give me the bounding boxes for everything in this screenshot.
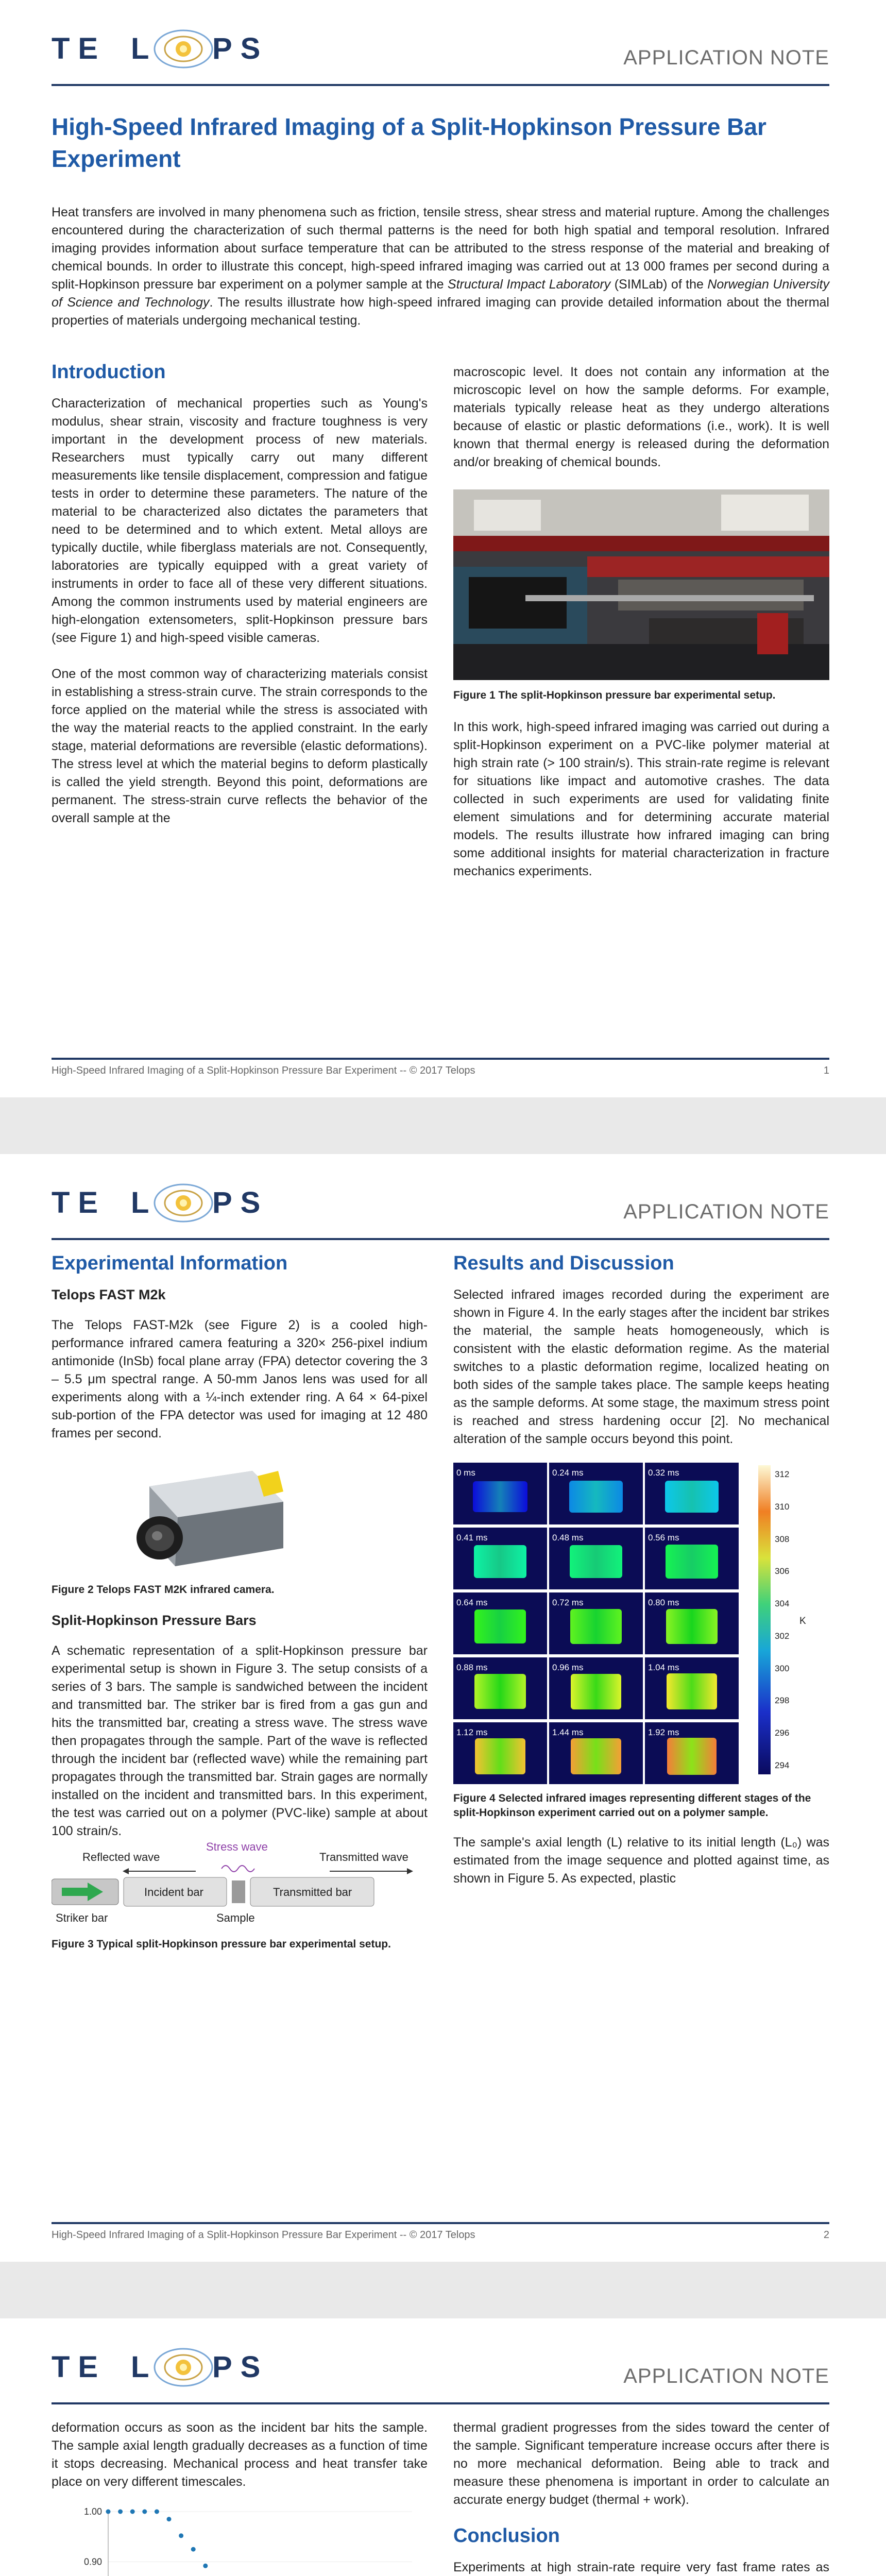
page-number: 1 (823, 1065, 829, 1076)
page-footer (52, 1058, 829, 1077)
y-tick-label: 0.90 (83, 2556, 102, 2567)
paragraph: Characterization of mechanical properties such as Young's modulus, shear strain, viscosity and fracture toughness is very important in the development process of new materials. Researchers must typically carry out many different measurements like tensile displacement, compression and fatigue tests in order to determine these parameters. The nature of the material to be characterized also dictates the parameters that need to be determined and to which extent. Metal alloys are typically ductile, while fiberglass materials are not. Consequently, laboratories are typically equipped with a great variety of instruments in order to face all of these very different situations. Among the common instruments used by material engineers are high-elongation extensometers, split-Hopkinson pressure bars (see Figure 1) and high-speed visible cameras. (52, 396, 428, 645)
colorbar-tick: 298 (775, 1696, 790, 1706)
ir-frame (453, 1657, 547, 1719)
label-transmitted-wave: Transmitted wave (319, 1851, 408, 1863)
footer-text: High-Speed Infrared Imaging of a Split-Hopkinson Pressure Bar Experiment -- © 2017 Telops (52, 1065, 475, 1076)
figure-4-ir-grid (453, 1458, 829, 1782)
colorbar-tick: 312 (775, 1469, 790, 1479)
ir-sample-heat (474, 1609, 526, 1644)
ir-sample-heat (665, 1481, 719, 1513)
telops-logo (52, 26, 273, 72)
data-point (179, 2533, 183, 2538)
left-column (52, 363, 428, 845)
data-point (155, 2510, 159, 2514)
figure-3-caption: Figure 3 Typical split-Hopkinson pressure bar experimental setup. (52, 1938, 391, 1950)
ir-frame-time-label: 0.41 ms (456, 1533, 488, 1543)
left-column (52, 1252, 428, 1952)
colorbar-ticks (775, 1465, 795, 1774)
ir-sample-heat (666, 1545, 718, 1578)
page-footer (52, 2222, 829, 2241)
ir-frame-time-label: 0.32 ms (648, 1468, 679, 1478)
ir-sample-heat (571, 1738, 621, 1775)
ir-frame (645, 1592, 739, 1654)
page-3 (0, 2318, 886, 2576)
ir-frame-time-label: 0.64 ms (456, 1598, 488, 1607)
data-point (203, 2564, 208, 2568)
page-header (0, 2318, 886, 2396)
data-point (130, 2510, 135, 2514)
colorbar-unit: K (799, 1616, 806, 1626)
label-transmitted-bar: Transmitted bar (273, 1886, 352, 1899)
figure-1-caption: Figure 1 The split-Hopkinson pressure bar experimental setup. (453, 689, 776, 701)
ir-sample-heat (570, 1609, 622, 1643)
section-heading-experimental: Experimental Information (52, 1252, 288, 1274)
subheading-camera: Telops FAST M2k (52, 1287, 166, 1302)
figure-4-caption: Figure 4 Selected infrared images representing different stages of the split-Hopkinson experiment carried out on a polymer sample. (453, 1792, 811, 1819)
data-point (142, 2510, 147, 2514)
label-reflected-wave: Reflected wave (82, 1851, 160, 1863)
subheading-bars: Split-Hopkinson Pressure Bars (52, 1613, 257, 1628)
ir-frame (549, 1463, 643, 1524)
colorbar-tick: 302 (775, 1631, 790, 1641)
ir-frame (645, 1463, 739, 1524)
ir-frame-time-label: 0.88 ms (456, 1663, 488, 1672)
colorbar (758, 1465, 771, 1774)
paragraph: One of the most common way of characterizing materials consist in establishing a stress-strain curve. The strain corresponds to the force applied on the material while the stress is associated with the way the material reacts to the applied constraint. In the early stage, material deformations are reversible (elastic deformations). The stress level at which the material begins to deform plastically is called the yield strength. Beyond this point, deformations are permanent. The stress-strain curve reflects the behavior of the overall sample at the (52, 667, 428, 825)
section-heading-conclusion: Conclusion (453, 2525, 560, 2547)
ir-sample-heat (475, 1738, 525, 1774)
ir-sample-heat (667, 1673, 717, 1709)
ir-sample-heat (474, 1674, 525, 1709)
telops-logo (52, 2344, 273, 2391)
ir-frame (549, 1657, 643, 1719)
right-column (453, 1252, 829, 1906)
application-note-label: APPLICATION NOTE (623, 46, 829, 69)
data-point (118, 2510, 123, 2514)
ir-frame-time-label: 1.44 ms (552, 1727, 584, 1737)
paragraph: The Telops FAST-M2k (see Figure 2) is a cooled high-performance infrared camera featuring a 320× 256-pixel indium antimonide (InSb) focal plane array (FPA) detector covering the 3 – 5.5 μm spectral range. A 50-mm Janos lens was used for all experiments along with a ¼-inch extender ring. A 64 × 64-pixel sub-portion of the FPA detector was used for imaging at 12 480 frames per second. (52, 1318, 428, 1440)
ir-sample-heat (473, 1481, 527, 1512)
ir-frame-time-label: 0.56 ms (648, 1533, 679, 1543)
ir-frame-time-label: 0.72 ms (552, 1598, 584, 1607)
data-point (167, 2517, 172, 2521)
section-heading-results: Results and Discussion (453, 1252, 674, 1274)
ir-frame (549, 1722, 643, 1784)
paragraph: thermal gradient progresses from the sides toward the center of the sample. Significant temperature increase occurs after there is no more mechanical deformation. Being able to track and measure these phenomena is important in order to calculate an accurate energy budget (thermal + work). (453, 2420, 829, 2507)
paragraph: deformation occurs as soon as the incident bar hits the sample. The sample axial length gradually decreases as a function of time it stops decreasing. Mechanical process and heat transfer take place on very different timescales. (52, 2420, 428, 2489)
paragraph: Experiments at high strain-rate require very fast frame rates as (453, 2560, 829, 2574)
colorbar-tick: 304 (775, 1599, 790, 1609)
application-note-label: APPLICATION NOTE (623, 1200, 829, 1223)
header-rule (52, 2402, 829, 2404)
figure-2-caption: Figure 2 Telops FAST M2K infrared camera. (52, 1584, 275, 1596)
ir-frame (453, 1463, 547, 1524)
label-sample: Sample (216, 1911, 255, 1924)
ir-frame-time-label: 0.80 ms (648, 1598, 679, 1607)
ir-sample-heat (667, 1738, 717, 1774)
section-heading-introduction: Introduction (52, 361, 166, 383)
page-title: High-Speed Infrared Imaging of a Split-Hopkinson Pressure Bar Experiment (52, 113, 766, 172)
figure-3-schematic (52, 1840, 428, 1928)
colorbar-tick: 300 (775, 1663, 790, 1673)
data-point (106, 2510, 111, 2514)
figure-2-camera-image (129, 1461, 294, 1577)
ir-frame (645, 1722, 739, 1784)
figure-5-chart (52, 2501, 428, 2576)
page-1 (0, 0, 886, 1097)
y-tick-label: 1.00 (83, 2506, 102, 2517)
right-column (453, 363, 829, 899)
page-2 (0, 1154, 886, 2262)
page-header (0, 0, 886, 77)
chart-axes (62, 2506, 421, 2576)
ir-frame (453, 1592, 547, 1654)
label-striker-bar: Striker bar (56, 1911, 108, 1924)
right-column (453, 2419, 829, 2576)
ir-sample-heat (570, 1545, 622, 1579)
telops-logo (52, 1180, 273, 1226)
paragraph: macroscopic level. It does not contain any information at the microscopic level on how the sample deforms. For example, materials typically release heat as they undergo alterations because of elastic or plastic deformations (i.e., work). It is well known that thermal energy is released during the deformation and/or breaking of chemical bounds. (453, 365, 829, 469)
ir-frame-time-label: 0.24 ms (552, 1468, 584, 1478)
ir-frame-time-label: 0 ms (456, 1468, 475, 1478)
colorbar-tick: 310 (775, 1501, 790, 1512)
ir-sample-heat (474, 1545, 526, 1578)
colorbar-tick: 308 (775, 1534, 790, 1544)
page-header (0, 1154, 886, 1231)
colorbar-tick: 306 (775, 1566, 790, 1577)
ir-frame-time-label: 0.48 ms (552, 1533, 584, 1543)
header-rule (52, 1238, 829, 1240)
ir-frame (453, 1528, 547, 1589)
ir-frame (645, 1528, 739, 1589)
paragraph: The sample's axial length (L) relative to its initial length (L₀) was estimated from the image sequence and plotted against time, as shown in Figure 5. As expected, plastic (453, 1835, 829, 1886)
ir-frame (549, 1528, 643, 1589)
label-incident-bar: Incident bar (144, 1886, 203, 1899)
abstract: Heat transfers are involved in many phenomena such as friction, tensile stress, shear stress and material rupture. Among the challenges encountered during the characterization of such thermal patterns is the need for both high spatial and temporal resolution. Infrared imaging provides information about surface temperature that can be attributed to the stress response of the material and breaking of chemical bounds. In order to illustrate this concept, high-speed infrared imaging was carried out at 13 000 frames per second during a split-Hopkinson pressure bar experiment on a polymer sample at the Structural Impact Laboratory (SIMLab) of the Norwegian University of Science and Technology. The results illustrate how high-speed infrared imaging can provide detailed information about the thermal properties of materials undergoing mechanical testing. (52, 205, 830, 328)
colorbar-tick: 296 (775, 1728, 790, 1738)
label-stress-wave: Stress wave (206, 1840, 268, 1853)
chart-points (106, 2510, 415, 2576)
ir-frame (645, 1657, 739, 1719)
paragraph: A schematic representation of a split-Hopkinson pressure bar experimental setup is shown in Figure 3. The setup consists of a series of 3 bars. The sample is sandwiched between the incident and transmitted bar. The striker bar is fired from a gas gun and hits the transmitted bar, creating a stress wave. The stress wave then propagates through the sample. Part of the wave is reflected through the incident bar (reflected wave) while the remaining part propagates through the transmitted bar. Strain gages are normally installed on the incident and transmitted bars. In this experiment, the test was carried out on a polymer (PVC-like) sample at about 100 strain/s. (52, 1643, 428, 1838)
ir-frame-time-label: 0.96 ms (552, 1663, 584, 1672)
footer-text: High-Speed Infrared Imaging of a Split-Hopkinson Pressure Bar Experiment -- © 2017 Telops (52, 2229, 475, 2241)
paragraph: In this work, high-speed infrared imaging was carried out during a split-Hopkinson experiment on a PVC-like polymer material at high strain rate (> 100 strain/s). This strain-rate regime is relevant for situations like impact and automotive crashes. The data collected in such experiments are used for validating finite element simulations and for determining accurate material models. The results illustrate how infrared imaging can bring some additional insights for material characterization in fracture mechanics experiments. (453, 720, 829, 878)
ir-frame (453, 1722, 547, 1784)
ir-frame-time-label: 1.04 ms (648, 1663, 679, 1672)
header-rule (52, 84, 829, 86)
left-column (52, 2419, 428, 2576)
data-point (191, 2547, 196, 2552)
application-note-label: APPLICATION NOTE (623, 2365, 829, 2387)
figure-1-lab-photo (453, 489, 829, 680)
ir-sample-heat (569, 1481, 623, 1513)
colorbar-tick: 294 (775, 1760, 790, 1770)
page-number: 2 (823, 2229, 829, 2241)
ir-frame-time-label: 1.12 ms (456, 1727, 488, 1737)
ir-frame-time-label: 1.92 ms (648, 1727, 679, 1737)
ir-frame-grid (453, 1458, 742, 1782)
paragraph: Selected infrared images recorded during the experiment are shown in Figure 4. In the early stages after the incident bar strikes the material, the sample heats homogeneously, which is consistent with the elastic deformation regime. As the material switches to a plastic deformation regime, localized heating on both sides of the sample takes place. The sample keeps heating as the sample deforms. At some stage, the maximum stress point is reached and stress hardening occur [2]. No mechanical alteration of the sample occurs beyond this point. (453, 1287, 829, 1446)
ir-sample-heat (571, 1674, 622, 1709)
ir-frame (549, 1592, 643, 1654)
ir-sample-heat (666, 1609, 718, 1644)
